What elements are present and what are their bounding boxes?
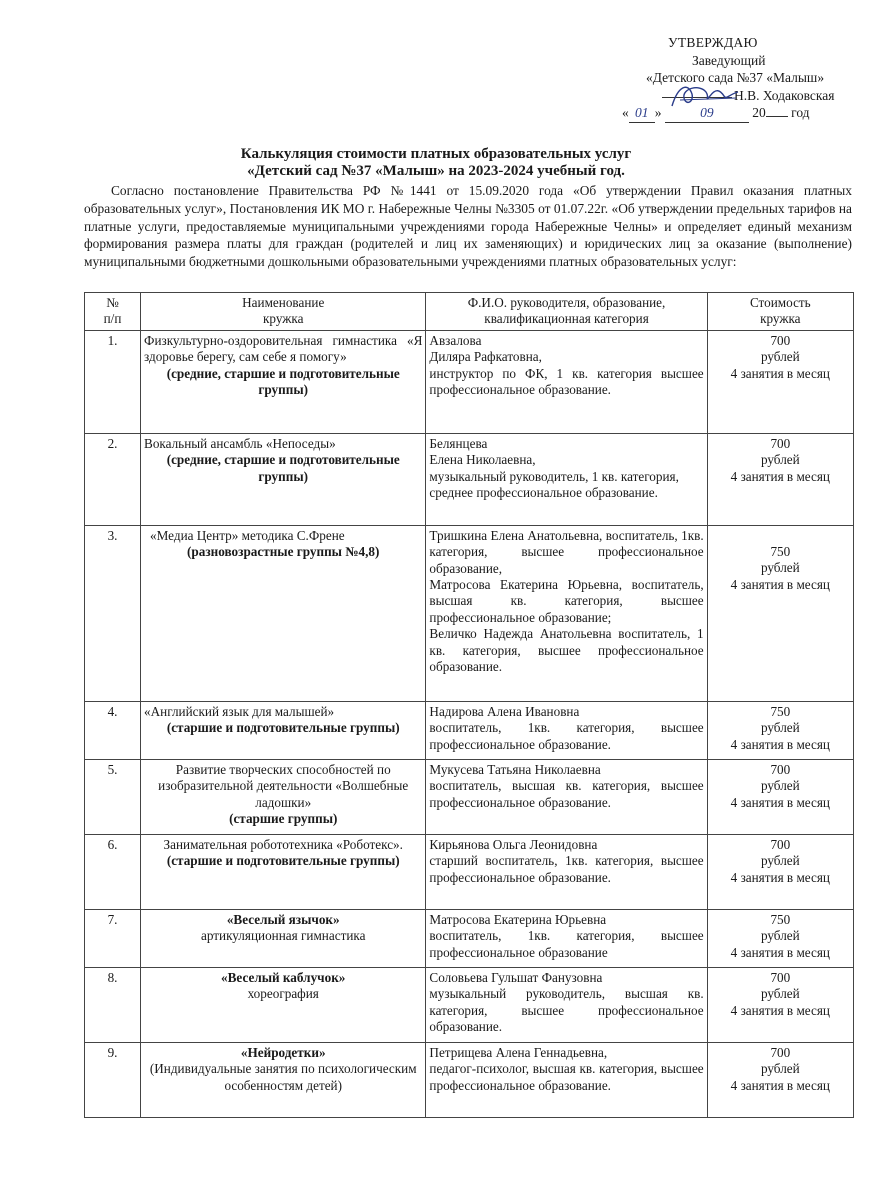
handwritten-signature [666, 76, 746, 116]
row-name: «Нейродетки» (Индивидуальные занятия по психологическим особенностям детей) [141, 1042, 426, 1117]
approval-org: «Детского сада №37 «Малыш» [646, 70, 825, 85]
row-price: 750 рублей 4 занятия в месяц [707, 701, 853, 759]
approval-signer: Н.В. Ходаковская [734, 87, 835, 103]
row-number: 7. [85, 909, 141, 967]
row-price: 700 рублей 4 занятия в месяц [707, 433, 853, 525]
row-name: Развитие творческих способностей по изобразительной деятельности «Волшебные ладошки» (старшие группы) [141, 759, 426, 834]
table-row [85, 967, 854, 1042]
approval-month: 09 [665, 104, 749, 123]
header-cost: Стоимость кружка [707, 293, 853, 331]
row-name: «Веселый каблучок» хореография [141, 967, 426, 1042]
row-person: Надирова Алена Ивановна воспитатель, 1кв. категория, высшее профессиональное образование. [426, 701, 707, 759]
approval-day: 01 [629, 104, 655, 123]
row-number: 2. [85, 433, 141, 525]
row-person: Белянцева Елена Николаевна, музыкальный руководитель, 1 кв. категория, среднее профессиональное образование. [426, 433, 707, 525]
row-price: 750 рублей 4 занятия в месяц [707, 525, 853, 701]
row-number: 9. [85, 1042, 141, 1117]
table-row [85, 433, 854, 525]
row-person: Матросова Екатерина Юрьевна воспитатель, 1кв. категория, высшее профессиональное образование [426, 909, 707, 967]
row-price: 700 рублей 4 занятия в месяц [707, 834, 853, 909]
row-price: 700 рублей 4 занятия в месяц [707, 967, 853, 1042]
header-number: № п/п [85, 293, 141, 331]
table-row [85, 834, 854, 909]
table-row [85, 1042, 854, 1117]
header-person: Ф.И.О. руководителя, образование, квалификационная категория [426, 293, 707, 331]
row-price: 700 рублей 4 занятия в месяц [707, 759, 853, 834]
row-number: 6. [85, 834, 141, 909]
row-person: Кирьянова Ольга Леонидовна старший воспитатель, 1кв. категория, высшее профессиональное образование. [426, 834, 707, 909]
row-price: 750 рублей 4 занятия в месяц [707, 909, 853, 967]
row-person: Авзалова Диляра Рафкатовна, инструктор по ФК, 1 кв. категория высшее профессиональное образование. [426, 330, 707, 433]
table-row [85, 701, 854, 759]
row-name: «Веселый язычок» артикуляционная гимнастика [141, 909, 426, 967]
row-name: Занимательная робототехника «Роботекс». (старшие и подготовительные группы) [141, 834, 426, 909]
table-row [85, 525, 854, 701]
table-row [85, 759, 854, 834]
row-name: Вокальный ансамбль «Непоседы» (средние, старшие и подготовительные группы) [141, 433, 426, 525]
approval-title: УТВЕРЖДАЮ [668, 35, 758, 50]
row-number: 4. [85, 701, 141, 759]
row-person: Тришкина Елена Анатольевна, воспитатель, 1кв. категория, высшее профессиональное образование, Матросова Екатерина Юрьевна, воспитатель, высшая кв. категория, высшее профессиональное образование; Величко Надежда Анатольевна воспитатель, 1 кв. категория, высшее профессиональное образование. [426, 525, 707, 701]
table-header-row [85, 293, 854, 331]
row-person: Соловьева Гульшат Фанузовна музыкальный руководитель, высшая кв. категория, высшее профессиональное образование. [426, 967, 707, 1042]
row-name: «Английский язык для малышей» (старшие и подготовительные группы) [141, 701, 426, 759]
row-number: 1. [85, 330, 141, 433]
table-row [85, 909, 854, 967]
row-name: «Медиа Центр» методика С.Френе (разновозрастные группы №4,8) [141, 525, 426, 701]
row-person: Мукусева Татьяна Николаевна воспитатель, высшая кв. категория, высшее профессиональное образование. [426, 759, 707, 834]
row-number: 3. [85, 525, 141, 701]
row-number: 5. [85, 759, 141, 834]
row-price: 700 рублей 4 занятия в месяц [707, 330, 853, 433]
row-price: 700 рублей 4 занятия в месяц [707, 1042, 853, 1117]
row-person: Петрищева Алена Геннадьевна, педагог-психолог, высшая кв. категория, высшее профессиональное образование. [426, 1042, 707, 1117]
document-title: Калькуляция стоимости платных образовательных услуг [240, 146, 632, 162]
document-subtitle: «Детский сад №37 «Малыш» на 2023-2024 учебный год. [247, 163, 625, 179]
intro-paragraph: Согласно постановление Правительства РФ №1441 от 15.09.2020 года «Об утверждении Правил оказания платных образовательных услуг», Постановления ИК МО г. Набережные Челны №3305 от 01.07.22г. «Об утверждении предельных тарифов на платные услуги, предоставляемые муниципальными учреждениями города Набережные Челны» и определяет единый механизм формирования размера платы для граждан (родителей и лиц их заменяющих) и юридических лиц за оказание (выполнение) муниципальными бюджетными дошкольными образовательными учреждениями платных образовательных услуг: [84, 183, 852, 270]
approval-date: « 01 » 09 20 год [610, 104, 860, 123]
table-row [85, 330, 854, 433]
row-number: 8. [85, 967, 141, 1042]
row-name: Физкультурно-оздоровительная гимнастика «Я здоровье берегу, сам себе я помогу» (средние, старшие и подготовительные группы) [141, 330, 426, 433]
approval-role: Заведующий [692, 52, 766, 68]
services-table [84, 292, 854, 1118]
header-name: Наименование кружка [141, 293, 426, 331]
